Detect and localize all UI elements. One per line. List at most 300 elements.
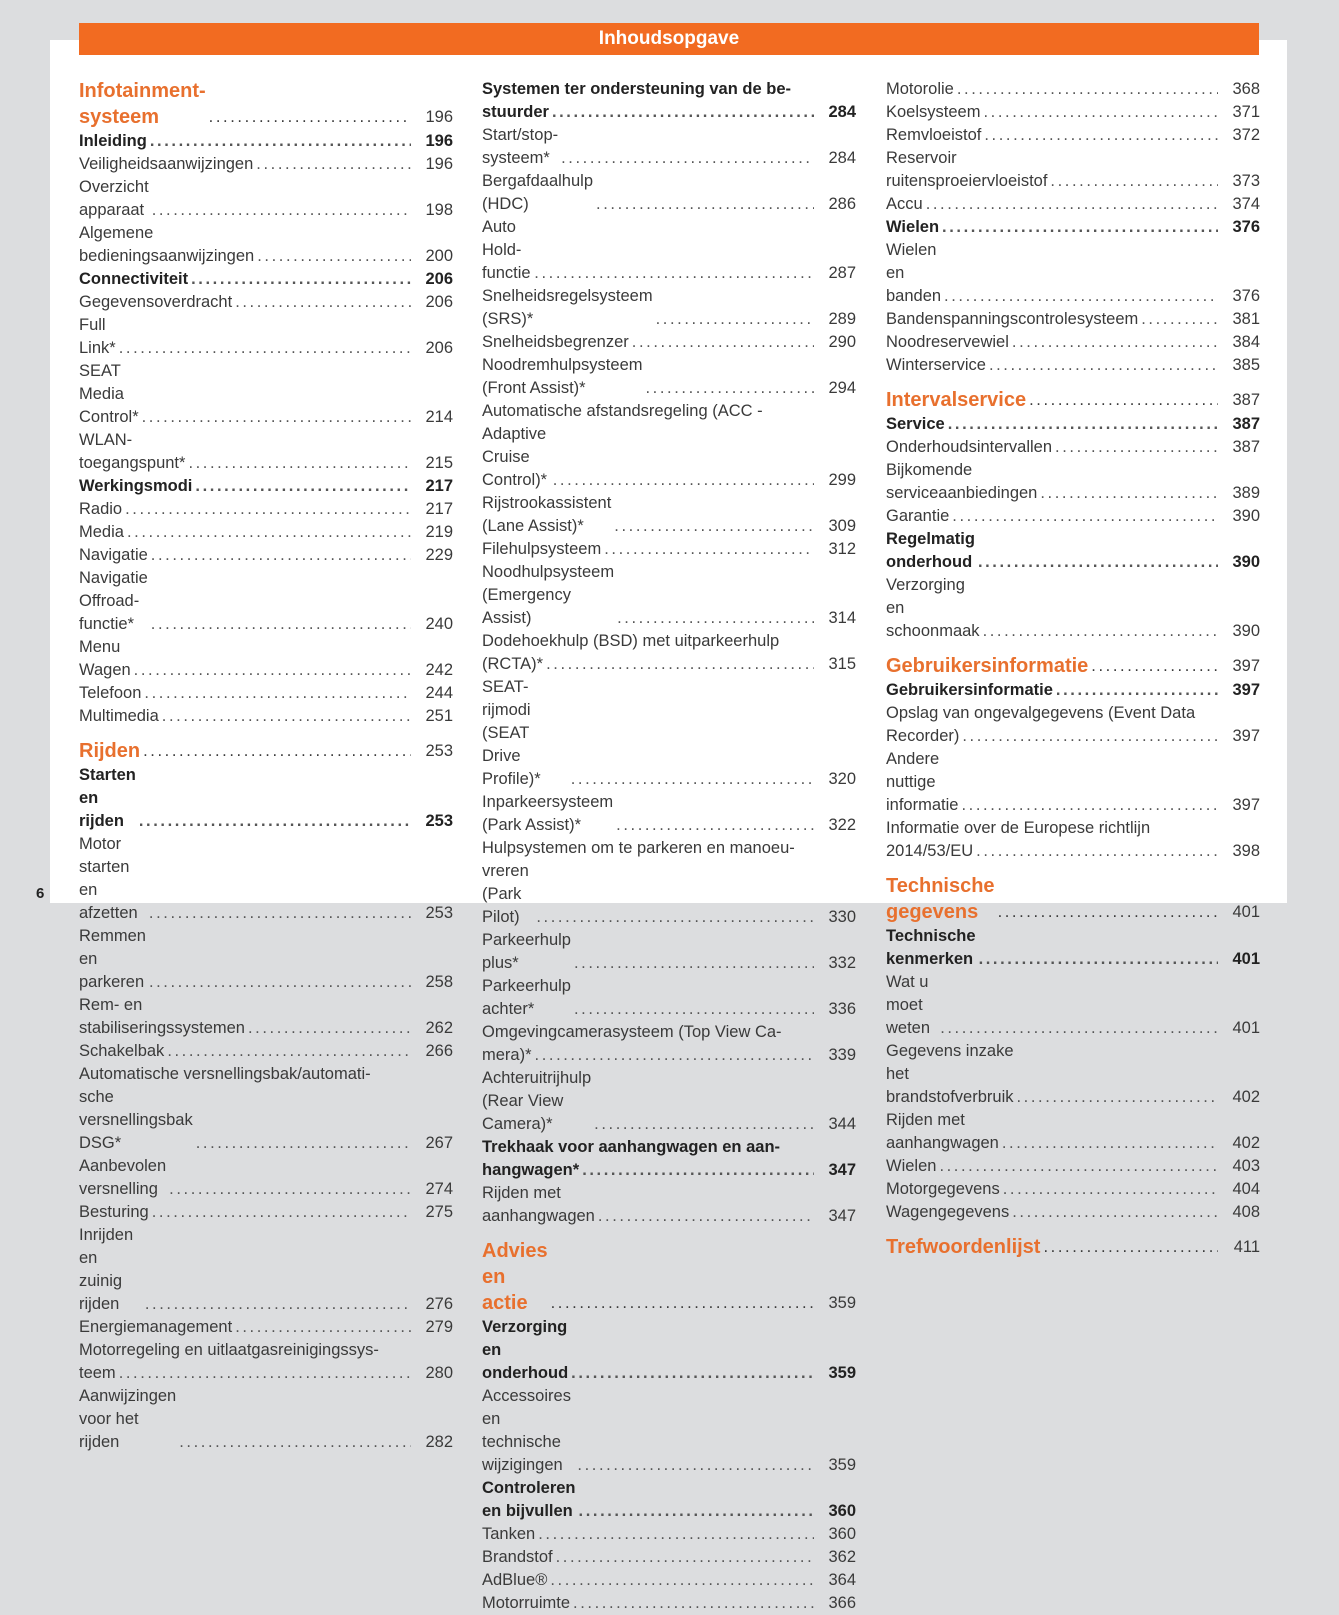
toc-entry-item[interactable]	[79, 1155, 453, 1201]
toc-entry-title: Menu Wagen	[79, 638, 131, 679]
dot-leader	[574, 998, 814, 1021]
toc-entry-page: 404	[1232, 1180, 1260, 1198]
toc-entry-title: Wagengegevens	[886, 1203, 1010, 1221]
dot-leader	[596, 193, 814, 216]
toc-entry-title: Adaptive Cruise Control)*	[482, 425, 548, 489]
dot-leader	[119, 337, 411, 360]
toc-entry-item[interactable]	[79, 682, 453, 705]
toc-entry-title-line1: Automatische afstandsregeling (ACC -	[482, 402, 763, 420]
toc-entry-title: Verzorging en onderhoud	[482, 1318, 569, 1382]
toc-entry-item[interactable]	[482, 975, 856, 1021]
toc-entry-item[interactable]	[886, 505, 1260, 528]
toc-entry-section[interactable]	[886, 413, 1260, 436]
dot-leader	[948, 413, 1218, 436]
dot-leader	[256, 153, 411, 176]
dot-leader	[579, 1500, 814, 1523]
toc-entry-title: Multimedia	[79, 707, 159, 725]
toc-entry-item[interactable]	[886, 817, 1260, 863]
toc-entry-title: Snelheidsregelsysteem (SRS)*	[482, 287, 653, 328]
toc-entry-item[interactable]	[482, 1182, 856, 1228]
toc-entry-item[interactable]	[886, 1155, 1260, 1178]
toc-entry-chapter[interactable]	[886, 653, 1260, 679]
toc-entry-title: stuurder	[482, 103, 549, 121]
toc-entry-title: Rijden	[79, 740, 141, 762]
toc-entry-page: 402	[1232, 1088, 1260, 1106]
page-number: 6	[36, 885, 45, 902]
toc-entry-title: Bergafdaalhulp (HDC)	[482, 172, 594, 213]
toc-entry-section[interactable]	[79, 130, 453, 153]
toc-entry-title: SEAT Media Control*	[79, 362, 139, 426]
toc-entry-title: SEAT-rijmodi (SEAT Drive Profile)*	[482, 678, 541, 788]
dot-leader	[571, 1362, 814, 1385]
toc-entry-item[interactable]	[886, 702, 1260, 748]
toc-entry-page: 253	[425, 812, 453, 830]
toc-entry-item[interactable]	[79, 567, 453, 636]
dot-leader	[616, 814, 814, 837]
toc-entry-section[interactable]	[886, 216, 1260, 239]
dot-leader	[983, 101, 1218, 124]
dot-leader	[534, 262, 814, 285]
toc-entry-title: Telefoon	[79, 684, 142, 702]
toc-entry-page: 390	[1232, 507, 1260, 525]
dot-leader	[1055, 436, 1218, 459]
toc-entry-chapter[interactable]	[79, 738, 453, 764]
toc-entry-section[interactable]	[482, 1477, 856, 1523]
toc-entry-item[interactable]	[79, 176, 453, 222]
toc-entry-page: 242	[425, 661, 453, 679]
toc-entry-title: Rijden met aanhangwagen	[482, 1184, 595, 1225]
dot-leader	[169, 1178, 411, 1201]
toc-entry-title: WLAN-toegangspunt*	[79, 431, 186, 472]
toc-entry-page: 196	[425, 132, 453, 150]
dot-leader	[952, 505, 1218, 528]
toc-entry-title: 2014/53/EU	[886, 842, 974, 860]
dot-leader	[582, 1159, 814, 1182]
toc-entry-title: Controleren en bijvullen	[482, 1479, 576, 1520]
toc-entry-title-line1: Automatische versnellingsbak/automati-	[79, 1065, 371, 1083]
toc-entry-item[interactable]	[79, 360, 453, 429]
toc-entry-title-line1: Opslag van ongevalgegevens (Event Data	[886, 704, 1196, 722]
toc-entry-item[interactable]	[79, 521, 453, 544]
toc-entry-title: vreren (Park Pilot)	[482, 862, 529, 926]
toc-entry-item[interactable]	[886, 1040, 1260, 1109]
toc-entry-page: 275	[425, 1203, 453, 1221]
toc-entry-page: 387	[1232, 391, 1260, 409]
toc-entry-page: 402	[1232, 1134, 1260, 1152]
toc-entry-page: 294	[828, 379, 856, 397]
toc-entry-item[interactable]	[886, 101, 1260, 124]
toc-entry-page: 408	[1232, 1203, 1260, 1221]
dot-leader	[151, 544, 411, 567]
toc-entry-title: Advies en actie	[482, 1240, 548, 1314]
toc-entry-item[interactable]	[886, 1201, 1260, 1224]
dot-leader	[1016, 1086, 1218, 1109]
toc-entry-page: 373	[1232, 172, 1260, 190]
toc-entry-item[interactable]	[886, 124, 1260, 147]
toc-column-2	[482, 78, 856, 1615]
toc-entry-item[interactable]	[79, 1201, 453, 1224]
toc-entry-item[interactable]	[79, 994, 453, 1040]
toc-entry-item[interactable]	[886, 193, 1260, 216]
toc-entry-page: 206	[425, 270, 453, 288]
toc-entry-page: 196	[425, 108, 453, 126]
toc-entry-title: Schakelbak	[79, 1042, 165, 1060]
toc-entry-title: Noodreservewiel	[886, 333, 1009, 351]
toc-entry-page: 371	[1232, 103, 1260, 121]
toc-entry-page: 411	[1233, 1238, 1260, 1256]
dot-leader	[142, 406, 411, 429]
toc-entry-title: Rijden met aanhangwagen	[886, 1111, 999, 1152]
dot-leader	[127, 521, 411, 544]
toc-entry-item[interactable]	[482, 1523, 856, 1546]
toc-entry-section[interactable]	[482, 1136, 856, 1182]
toc-entry-page: 253	[425, 904, 453, 922]
toc-entry-title: Wielen	[886, 1157, 937, 1175]
toc-entry-title: Auto Hold-functie	[482, 218, 531, 282]
toc-entry-page: 397	[1232, 681, 1260, 699]
toc-entry-page: 279	[425, 1318, 453, 1336]
dot-leader	[984, 124, 1218, 147]
toc-entry-title: Veiligheidsaanwijzingen	[79, 155, 254, 173]
toc-entry-title: Radio	[79, 500, 123, 518]
toc-entry-title: Starten en rijden	[79, 766, 136, 830]
toc-entry-page: 360	[828, 1525, 856, 1543]
dot-leader	[1029, 387, 1218, 413]
toc-entry-page: 251	[425, 707, 453, 725]
dot-leader	[604, 538, 814, 561]
toc-entry-page: 376	[1232, 287, 1260, 305]
toc-entry-title: Accu	[886, 195, 923, 213]
toc-entry-page: 344	[828, 1115, 856, 1133]
toc-entry-page: 219	[425, 523, 453, 541]
toc-entry-item[interactable]	[886, 574, 1260, 643]
toc-entry-item[interactable]	[482, 1546, 856, 1569]
dot-leader	[957, 78, 1218, 101]
toc-entry-title: Full Link*	[79, 316, 116, 357]
toc-entry-page: 360	[828, 1502, 856, 1520]
toc-entry-page: 315	[828, 655, 856, 673]
dot-leader	[1043, 1234, 1218, 1260]
toc-entry-page: 366	[828, 1594, 856, 1612]
toc-entry-title: Intervalservice	[886, 389, 1027, 411]
dot-leader	[125, 498, 411, 521]
toc-entry-title: Motor starten en afzetten	[79, 835, 138, 922]
toc-entry-item[interactable]	[79, 705, 453, 728]
toc-entry-item[interactable]	[886, 308, 1260, 331]
toc-entry-title: Start/stop-systeem*	[482, 126, 559, 167]
toc-entry-item[interactable]	[79, 833, 453, 925]
toc-entry-item[interactable]	[886, 354, 1260, 377]
toc-entry-page: 376	[1232, 218, 1260, 236]
toc-entry-item[interactable]	[886, 78, 1260, 101]
toc-entry-item[interactable]	[482, 170, 856, 216]
toc-entry-title: Aanbevolen versnelling	[79, 1157, 167, 1198]
dot-leader	[538, 1523, 814, 1546]
dot-leader	[614, 515, 814, 538]
toc-entry-item[interactable]	[482, 1067, 856, 1136]
toc-entry-title: Inparkeersysteem (Park Assist)*	[482, 793, 614, 834]
dot-leader	[535, 1044, 814, 1067]
dot-leader	[152, 199, 411, 222]
dot-leader	[553, 469, 814, 492]
toc-entry-item[interactable]	[79, 222, 453, 268]
toc-entry-title: Verzorging en schoonmaak	[886, 576, 980, 640]
toc-entry-title: Brandstof	[482, 1548, 553, 1566]
toc-entry-title: mera)*	[482, 1046, 532, 1064]
toc-entry-page: 322	[828, 816, 856, 834]
dot-leader	[257, 245, 411, 268]
toc-entry-title: Snelheidsbegrenzer	[482, 333, 629, 351]
toc-entry-page: 332	[828, 954, 856, 972]
toc-entry-item[interactable]	[482, 331, 856, 354]
toc-entry-page: 372	[1232, 126, 1260, 144]
toc-entry-page: 390	[1232, 553, 1260, 571]
toc-entry-page: 289	[828, 310, 856, 328]
dot-leader	[152, 1201, 411, 1224]
toc-entry-title: hangwagen*	[482, 1161, 580, 1179]
toc-entry-item[interactable]	[79, 1040, 453, 1063]
toc-entry-item[interactable]	[482, 837, 856, 929]
toc-entry-item[interactable]	[79, 1316, 453, 1339]
toc-entry-page: 320	[828, 770, 856, 788]
dot-leader	[149, 902, 411, 925]
toc-entry-item[interactable]	[482, 354, 856, 400]
toc-entry-item[interactable]	[886, 1109, 1260, 1155]
toc-entry-title-line1: Systemen ter ondersteuning van de be-	[482, 80, 791, 98]
toc-entry-item[interactable]	[79, 1339, 453, 1385]
dot-leader	[926, 193, 1218, 216]
toc-entry-page: 262	[425, 1019, 453, 1037]
toc-entry-page: 364	[828, 1571, 856, 1589]
toc-entry-title: Parkeerhulp achter*	[482, 977, 571, 1018]
toc-entry-page: 397	[1232, 796, 1260, 814]
toc-entry-page: 287	[828, 264, 856, 282]
toc-entry-page: 330	[828, 908, 856, 926]
toc-entry-item[interactable]	[886, 459, 1260, 505]
toc-entry-item[interactable]	[482, 216, 856, 285]
toc-entry-item[interactable]	[482, 124, 856, 170]
toc-entry-title-line1: Hulpsystemen om te parkeren en manoeu-	[482, 839, 795, 857]
toc-entry-page: 347	[828, 1161, 856, 1179]
dot-leader	[617, 607, 814, 630]
toc-entry-title: Navigatie	[79, 546, 148, 564]
toc-entry-item[interactable]	[886, 748, 1260, 817]
toc-entry-item[interactable]	[79, 925, 453, 994]
toc-entry-page: 215	[425, 454, 453, 472]
dot-leader	[656, 308, 814, 331]
toc-entry-title: Aanwijzingen voor het rijden	[79, 1387, 177, 1451]
toc-entry-item[interactable]	[79, 1063, 453, 1155]
toc-entry-page: 309	[828, 517, 856, 535]
toc-entry-page: 374	[1232, 195, 1260, 213]
toc-entry-item[interactable]	[79, 429, 453, 475]
toc-entry-section[interactable]	[886, 679, 1260, 702]
dot-leader	[139, 810, 411, 833]
toc-entry-page: 362	[828, 1548, 856, 1566]
dot-leader	[1002, 1132, 1218, 1155]
dot-leader	[1056, 679, 1218, 702]
dot-leader	[195, 475, 411, 498]
toc-entry-item[interactable]	[79, 314, 453, 360]
dot-leader	[1012, 1201, 1218, 1224]
toc-entry-title-line1: Informatie over de Europese richtlijn	[886, 819, 1151, 837]
toc-entry-page: 359	[828, 1294, 856, 1312]
toc-entry-title: teem	[79, 1364, 116, 1382]
toc-entry-item[interactable]	[482, 630, 856, 676]
dot-leader	[536, 906, 814, 929]
toc-entry-title: Koelsysteem	[886, 103, 981, 121]
toc-entry-title: Trefwoordenlijst	[886, 1236, 1041, 1258]
toc-entry-page: 401	[1232, 950, 1260, 968]
toc-entry-item[interactable]	[79, 1224, 453, 1316]
toc-entry-item[interactable]	[79, 498, 453, 521]
toc-entry-title: Regelmatig onderhoud	[886, 530, 975, 571]
toc-entry-title: Gegevens inzake het brandstofverbruik	[886, 1042, 1014, 1106]
dot-leader	[1141, 308, 1218, 331]
toc-entry-page: 229	[425, 546, 453, 564]
toc-entry-item[interactable]	[482, 1569, 856, 1592]
toc-entry-item[interactable]	[482, 285, 856, 331]
toc-entry-item[interactable]	[886, 436, 1260, 459]
toc-entry-title: Remmen en parkeren	[79, 927, 146, 991]
toc-entry-page: 196	[425, 155, 453, 173]
dot-leader	[134, 659, 411, 682]
toc-entry-item[interactable]	[482, 561, 856, 630]
toc-entry-item[interactable]	[482, 676, 856, 791]
toc-entry-item[interactable]	[482, 1021, 856, 1067]
toc-entry-page: 381	[1232, 310, 1260, 328]
toc-entry-page: 217	[425, 500, 453, 518]
toc-entry-section[interactable]	[79, 475, 453, 498]
toc-entry-title: Bijkomende serviceaanbiedingen	[886, 461, 1038, 502]
toc-entry-chapter[interactable]	[79, 78, 453, 130]
toc-entry-title: Onderhoudsintervallen	[886, 438, 1053, 456]
dot-leader	[598, 1205, 814, 1228]
toc-entry-title: Navigatie Offroad-functie*	[79, 569, 148, 633]
dot-leader	[144, 682, 411, 705]
dot-leader	[571, 768, 814, 791]
dot-leader	[962, 725, 1218, 748]
toc-entry-item[interactable]	[482, 929, 856, 975]
toc-entry-title: Reservoir ruitensproeiervloeistof	[886, 149, 1048, 190]
toc-entry-item[interactable]	[886, 147, 1260, 193]
dot-leader	[149, 971, 411, 994]
toc-entry-item[interactable]	[79, 636, 453, 682]
toc-entry-item[interactable]	[886, 971, 1260, 1040]
toc-entry-section[interactable]	[79, 764, 453, 833]
dot-leader	[151, 613, 411, 636]
dot-leader	[1050, 170, 1218, 193]
toc-entry-item[interactable]	[79, 544, 453, 567]
toc-entry-item[interactable]	[886, 331, 1260, 354]
toc-entry-title: Accessoires en technische wijzigingen	[482, 1387, 571, 1474]
toc-entry-page: 397	[1232, 657, 1260, 675]
toc-entry-page: 276	[425, 1295, 453, 1313]
dot-leader	[556, 1546, 814, 1569]
toc-entry-item[interactable]	[79, 153, 453, 176]
toc-entry-item[interactable]	[886, 1178, 1260, 1201]
toc-entry-chapter[interactable]	[886, 387, 1260, 413]
dot-leader	[1003, 1178, 1218, 1201]
toc-entry-page: 258	[425, 973, 453, 991]
toc-entry-chapter[interactable]	[886, 1234, 1260, 1260]
toc-entry-page: 397	[1232, 727, 1260, 745]
toc-entry-page: 284	[828, 149, 856, 167]
toc-entry-chapter[interactable]	[886, 873, 1260, 925]
toc-entry-page: 384	[1232, 333, 1260, 351]
dot-leader	[1012, 331, 1218, 354]
toc-entry-page: 299	[828, 471, 856, 489]
toc-entry-page: 280	[425, 1364, 453, 1382]
dot-leader	[551, 1290, 814, 1316]
toc-entry-page: 286	[828, 195, 856, 213]
toc-entry-item[interactable]	[482, 1592, 856, 1615]
toc-entry-section[interactable]	[482, 78, 856, 124]
toc-entry-item[interactable]	[482, 492, 856, 538]
toc-entry-item[interactable]	[79, 1385, 453, 1454]
toc-entry-title: Tanken	[482, 1525, 536, 1543]
toc-entry-section[interactable]	[79, 268, 453, 291]
dot-leader	[594, 1113, 814, 1136]
toc-entry-title: Noodremhulpsysteem (Front Assist)*	[482, 356, 643, 397]
dot-leader	[998, 899, 1218, 925]
toc-entry-item[interactable]	[79, 291, 453, 314]
toc-entry-item[interactable]	[482, 1385, 856, 1477]
toc-entry-page: 359	[828, 1364, 856, 1382]
dot-leader	[646, 377, 815, 400]
toc-entry-title-line1: Motorregeling en uitlaatgasreinigingssys-	[79, 1341, 379, 1359]
toc-entry-title: Bandenspanningscontrolesysteem	[886, 310, 1139, 328]
dot-leader	[1091, 653, 1218, 679]
toc-entry-page: 274	[425, 1180, 453, 1198]
toc-entry-page: 339	[828, 1046, 856, 1064]
dot-leader	[1040, 482, 1218, 505]
toc-entry-section[interactable]	[482, 1316, 856, 1385]
toc-entry-chapter[interactable]	[482, 1238, 856, 1316]
toc-entry-page: 253	[425, 742, 453, 760]
dot-leader	[235, 291, 411, 314]
dot-leader	[976, 840, 1218, 863]
dot-leader	[939, 1155, 1218, 1178]
toc-entry-page: 206	[425, 293, 453, 311]
toc-entry-page: 403	[1232, 1157, 1260, 1175]
toc-entry-title: Wielen en banden	[886, 241, 942, 305]
toc-entry-item[interactable]	[482, 791, 856, 837]
toc-entry-title: (RCTA)*	[482, 655, 544, 673]
toc-entry-title-line1: Dodehoekhulp (BSD) met uitparkeerhulp	[482, 632, 780, 650]
toc-entry-title: Technische kenmerken	[886, 927, 976, 968]
dot-leader	[574, 952, 814, 975]
toc-entry-title: Gebruikersinformatie	[886, 681, 1053, 699]
dot-leader	[196, 1132, 411, 1155]
toc-entry-section[interactable]	[886, 528, 1260, 574]
toc-entry-title: Motorolie	[886, 80, 954, 98]
toc-entry-item[interactable]	[482, 538, 856, 561]
toc-entry-item[interactable]	[482, 400, 856, 492]
toc-entry-section[interactable]	[886, 925, 1260, 971]
toc-entry-page: 214	[425, 408, 453, 426]
toc-entry-title: Gebruikersinformatie	[886, 655, 1089, 677]
toc-entry-item[interactable]	[886, 239, 1260, 308]
dot-leader	[550, 1569, 814, 1592]
toc-entry-title: Media	[79, 523, 124, 541]
dot-leader	[209, 104, 411, 130]
page-header-title: Inhoudsopgave	[79, 23, 1259, 55]
toc-entry-page: 217	[425, 477, 453, 495]
toc-entry-title: Winterservice	[886, 356, 986, 374]
toc-entry-page: 359	[828, 1456, 856, 1474]
dot-leader	[983, 620, 1218, 643]
